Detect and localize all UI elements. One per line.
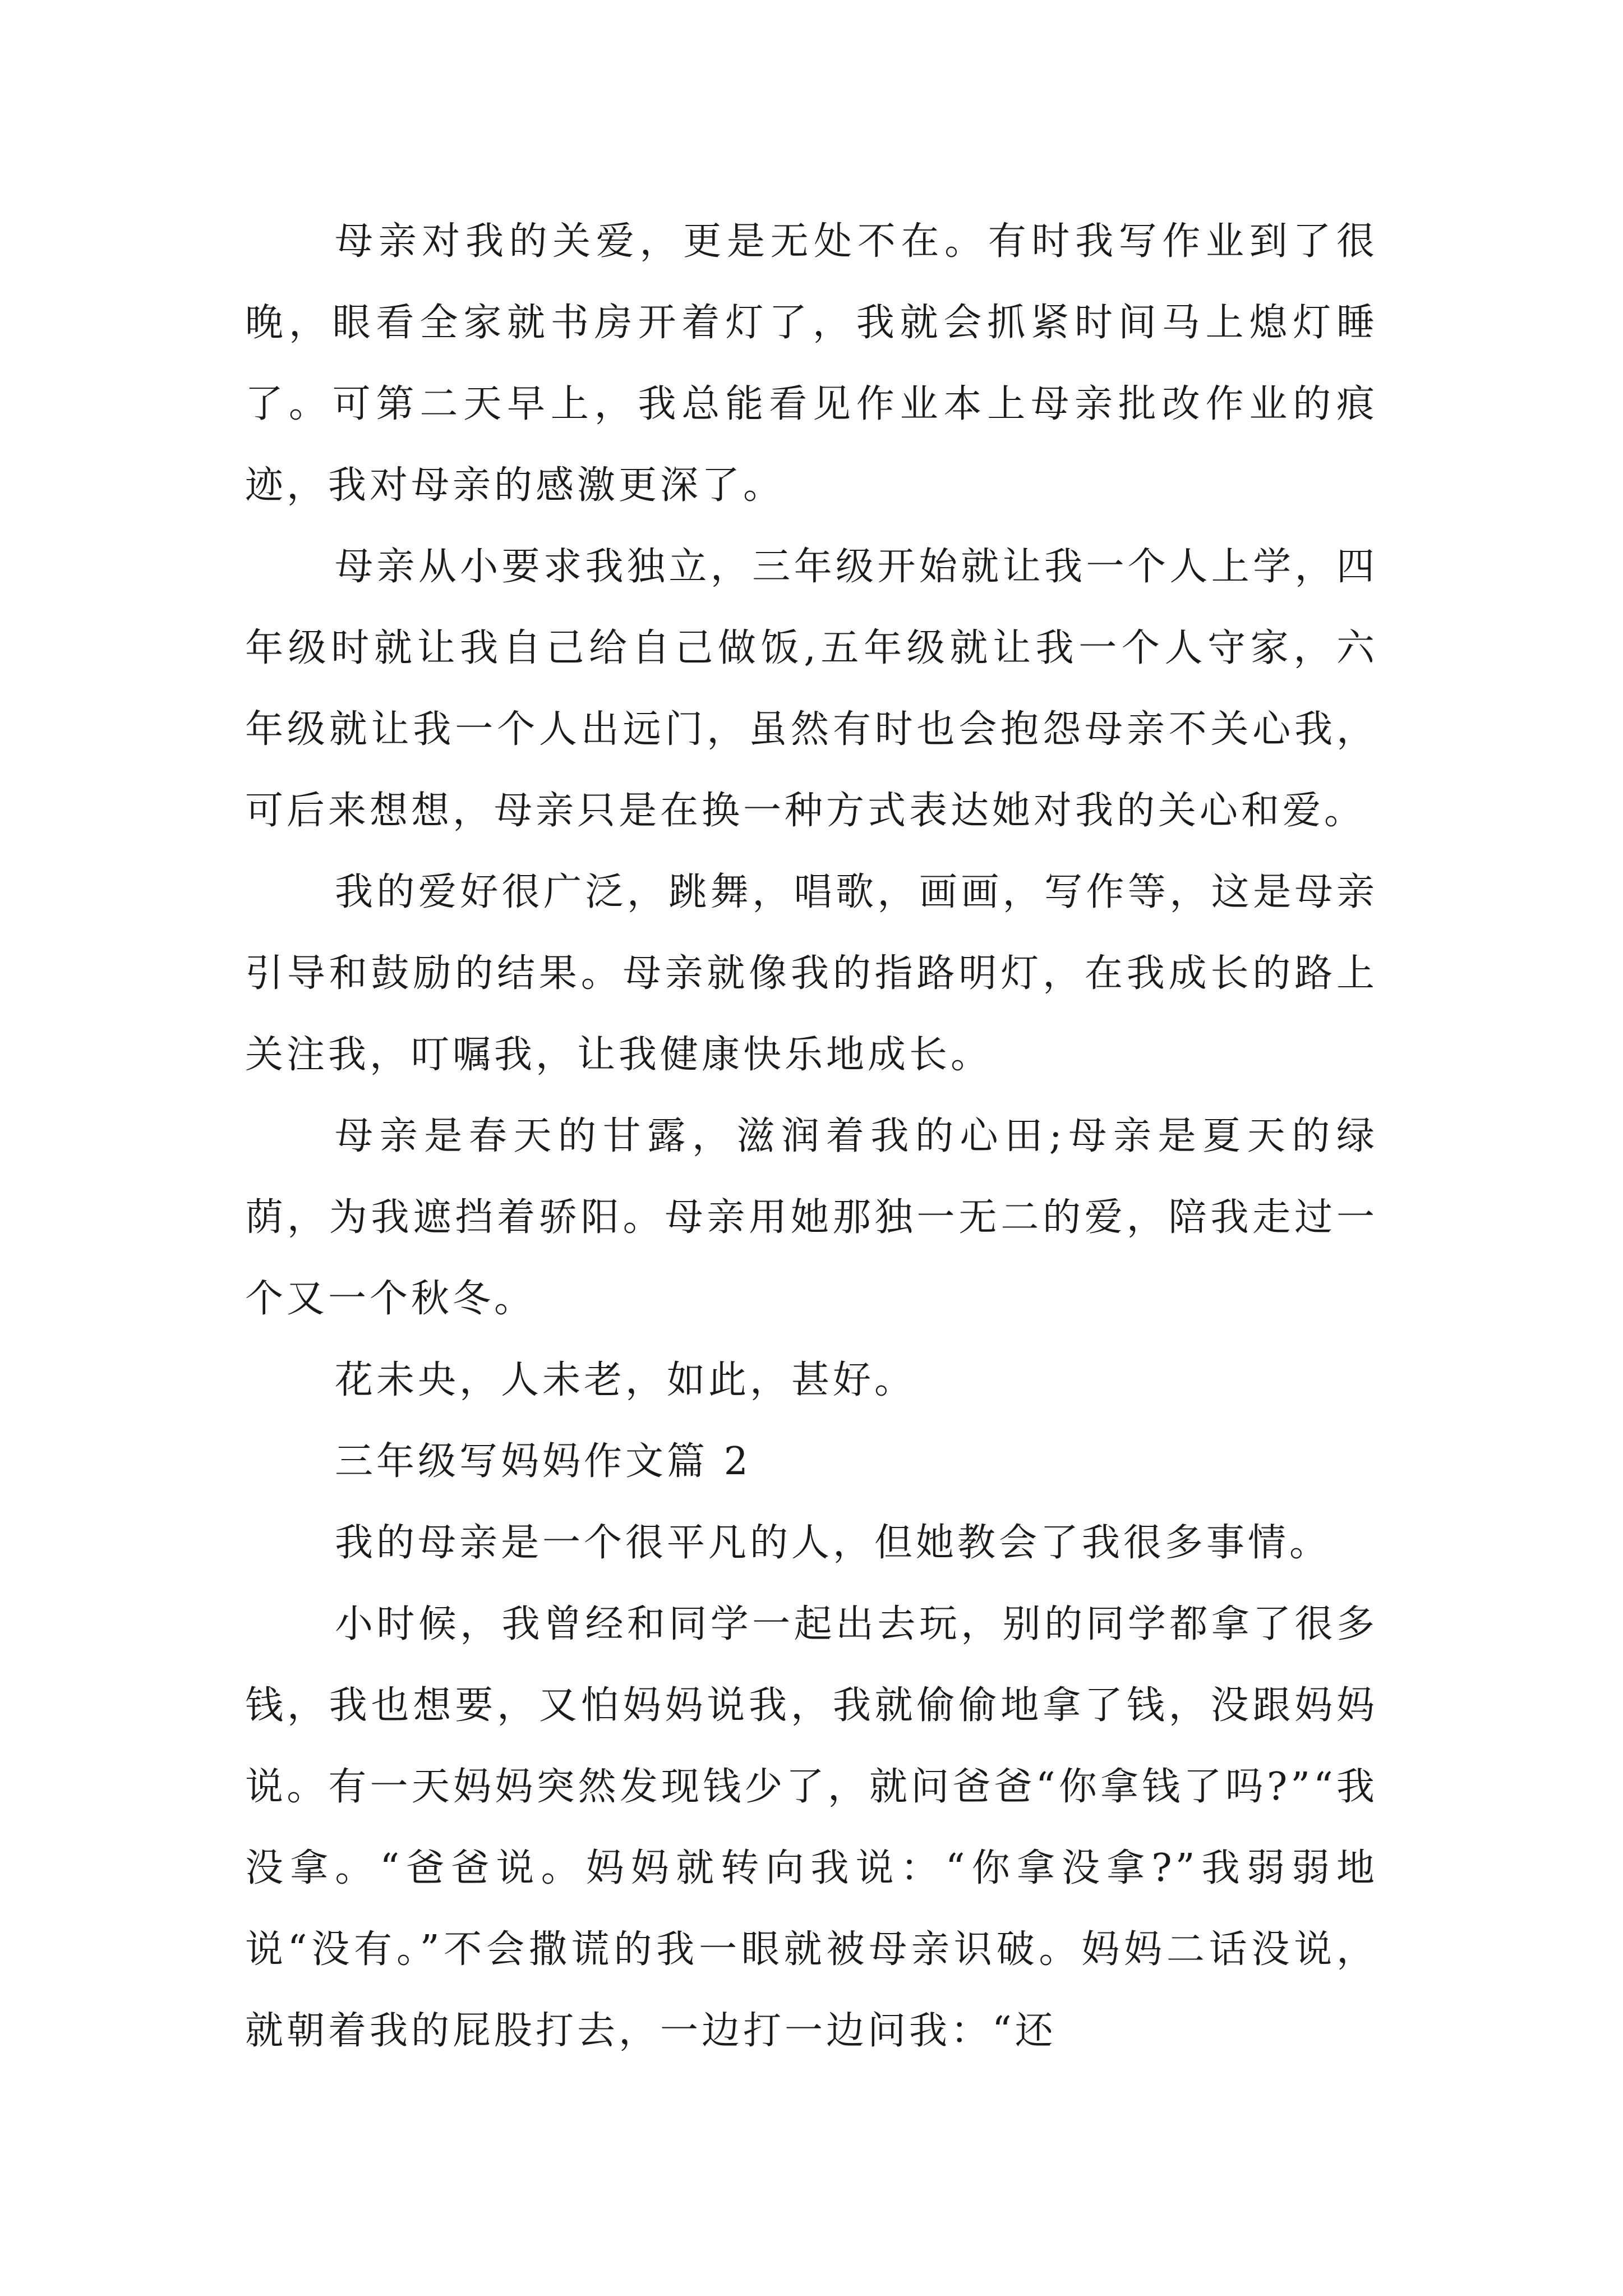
paragraph-childhood-story: 小时候，我曾经和同学一起出去玩，别的同学都拿了很多钱，我也想要，又怕妈妈说我，我就偷偷地拿了钱，没跟妈妈说。有一天妈妈突然发现钱少了，就问爸爸“你拿钱了吗?”“我没拿。“爸爸说。妈妈就转向我说：“你拿没拿?”我弱弱地说“没有。”不会撒谎的我一眼就被母亲识破。妈妈二话没说，就朝着我的屁股打去，一边打一边问我：“还 xyxy=(245,1602,1378,2053)
section-heading: 三年级写妈妈作文篇 2 xyxy=(335,1439,751,1484)
paragraph-independence: 母亲从小要求我独立，三年级开始就让我一个人上学，四年级时就让我自己给自己做饭,五年级就让我一个人守家，六年级就让我一个人出远门，虽然有时也会抱怨母亲不关心我，可后来想想，母亲只是在换一种方式表达她对我的关心和爱。 xyxy=(245,545,1378,833)
paragraph-mother-care: 母亲对我的关爱，更是无处不在。有时我写作业到了很晚，眼看全家就书房开着灯了，我就会抓紧时间马上熄灯睡了。可第二天早上，我总能看见作业本上母亲批改作业的痕迹，我对母亲的感激更深了。 xyxy=(245,219,1378,508)
document-body xyxy=(245,201,1378,2072)
paragraph-ordinary-mother: 我的母亲是一个很平凡的人，但她教会了我很多事情。 xyxy=(335,1521,1331,1565)
paragraph-seasons: 母亲是春天的甘露，滋润着我的心田;母亲是夏天的绿荫，为我遮挡着骄阳。母亲用她那独一无二的爱，陪我走过一个又一个秋冬。 xyxy=(245,1114,1378,1321)
paragraph-closing: 花未央，人未老，如此，甚好。 xyxy=(335,1358,916,1402)
paragraph-hobbies: 我的爱好很广泛，跳舞，唱歌，画画，写作等，这是母亲引导和鼓励的结果。母亲就像我的指路明灯，在我成长的路上关注我，叮嘱我，让我健康快乐地成长。 xyxy=(245,870,1378,1077)
